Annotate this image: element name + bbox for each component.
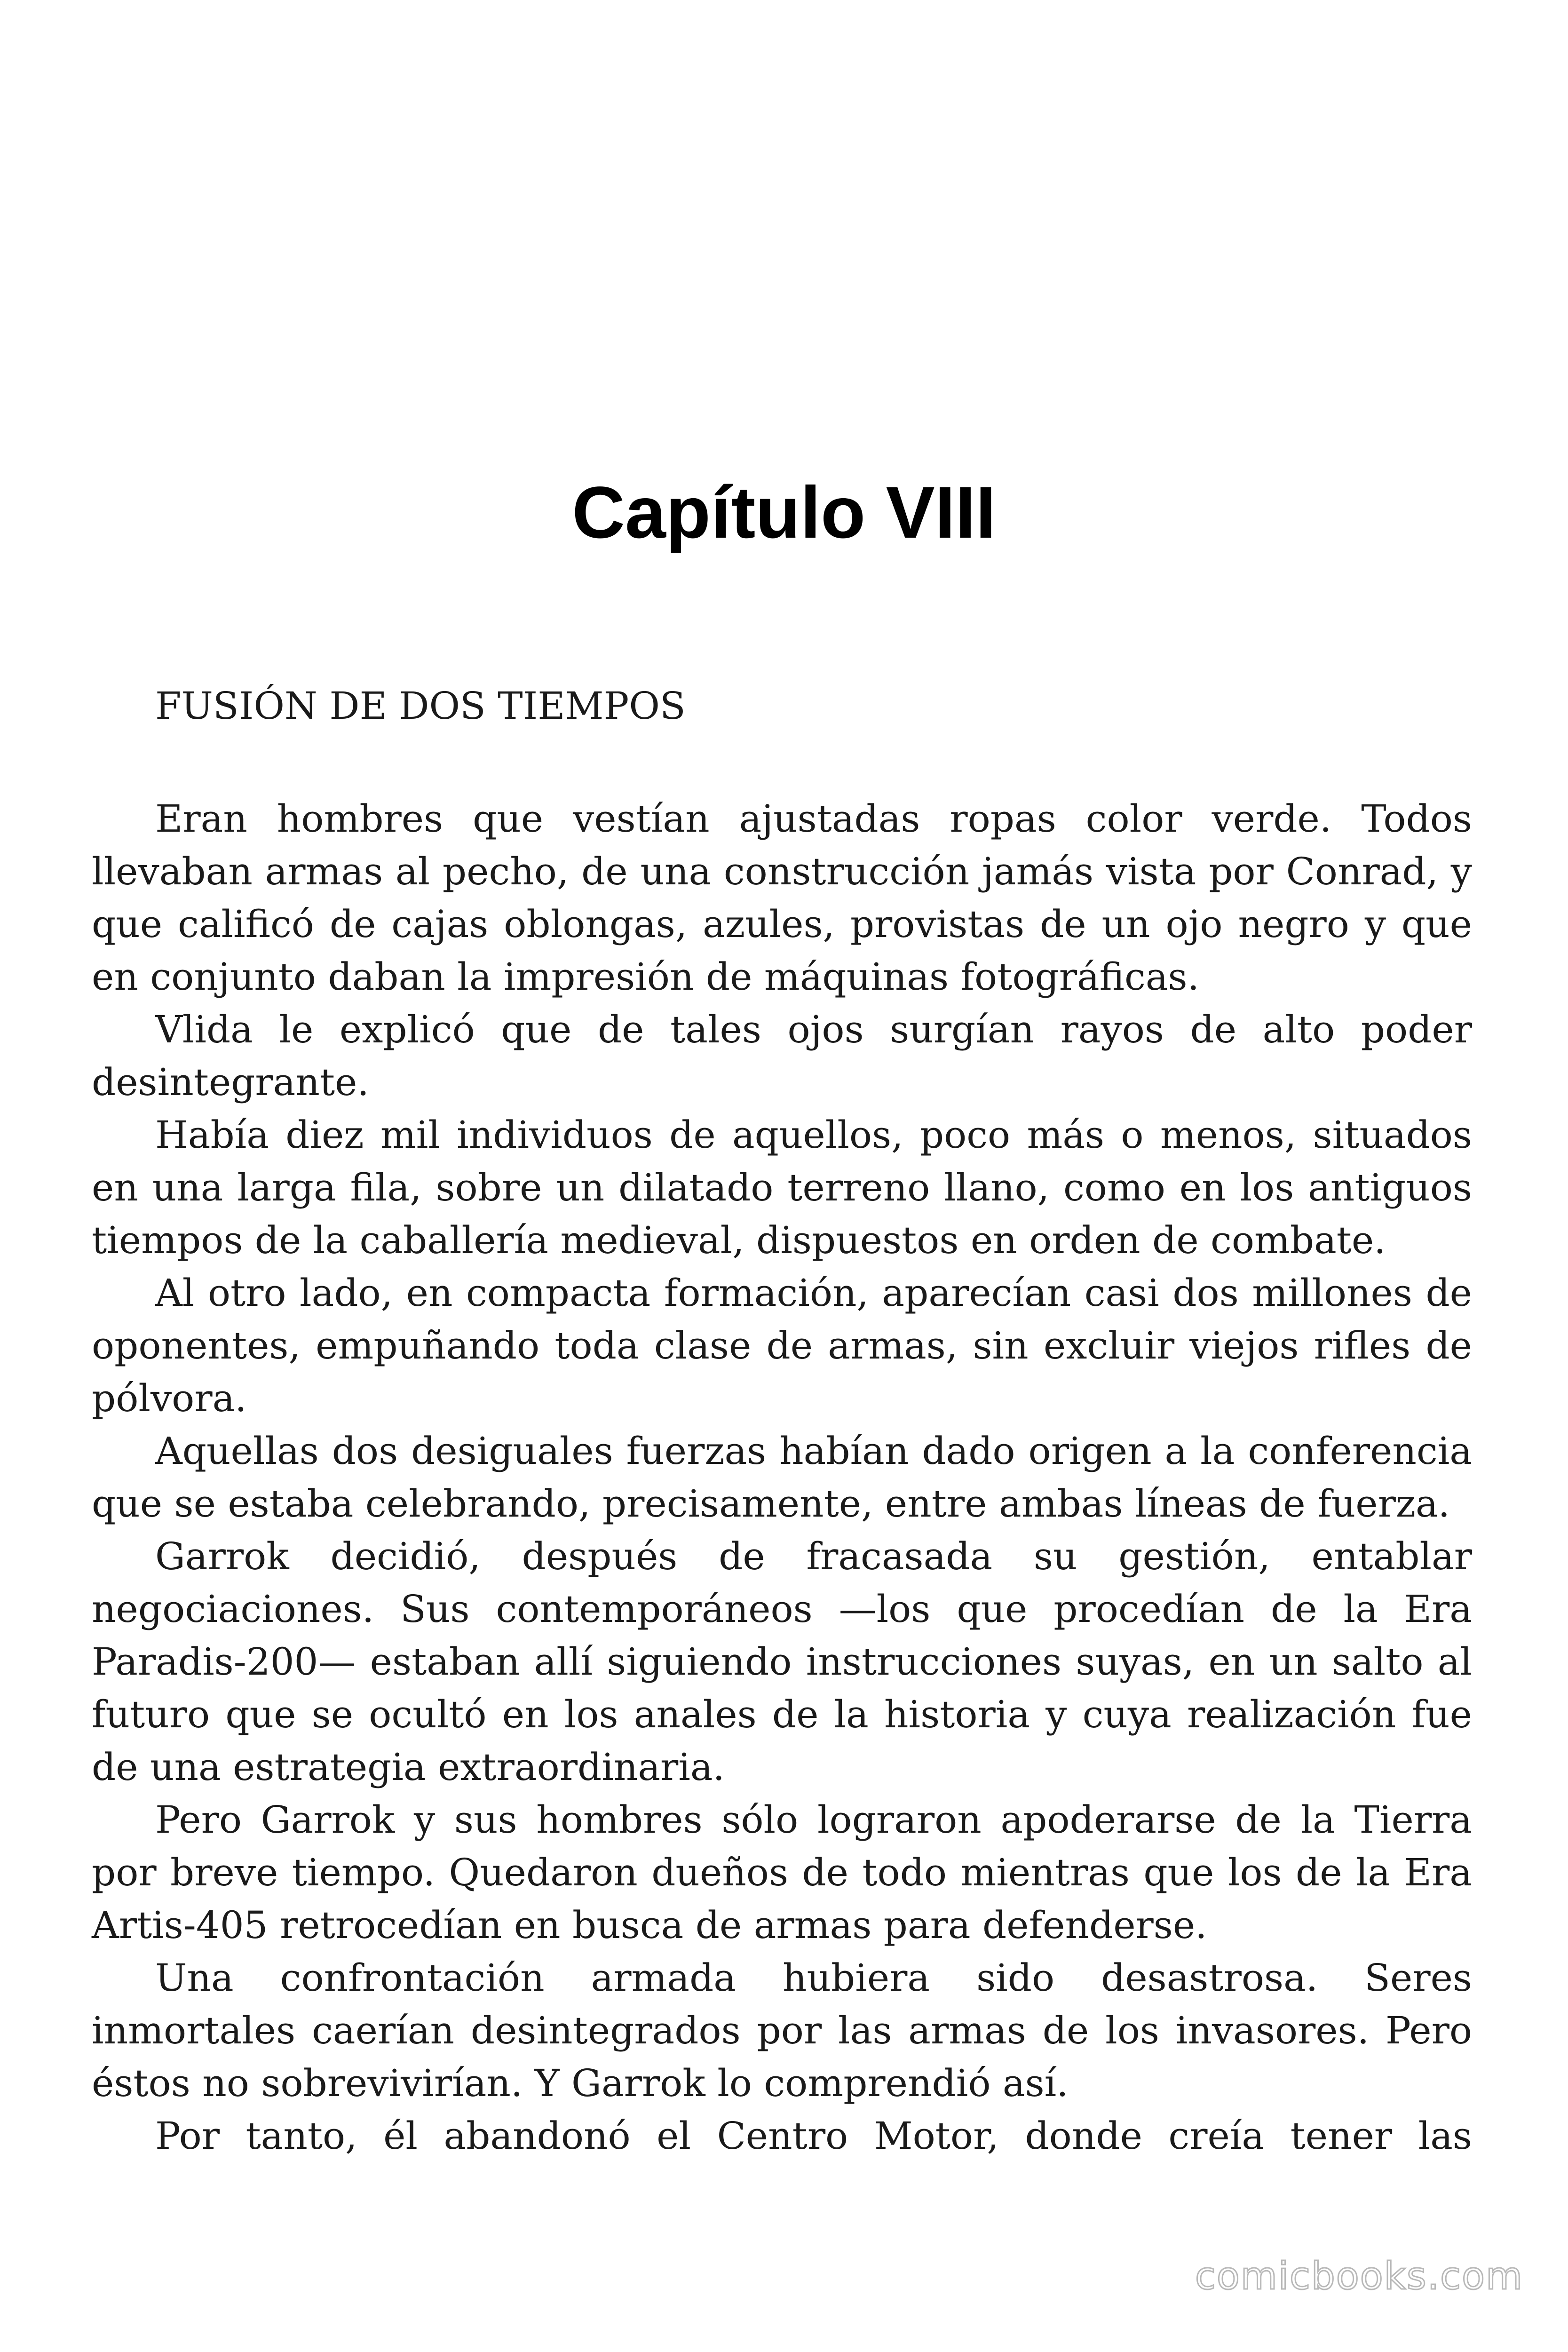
paragraph-continued: Por tanto, él abandonó el Centro Motor, donde creía tener las <box>155 2114 1472 2158</box>
paragraph: Aquellas dos desiguales fuerzas habían dado origen a la conferencia que se estaba celebrando, precisamente, entre ambas líneas de fuerza. <box>92 1429 1472 1526</box>
paragraph: Eran hombres que vestían ajustadas ropas color verde. Todos llevaban armas al pecho, de una construcción jamás vista por Conrad, y que calificó de cajas oblongas, azules, provistas de un ojo negro y que en conjunto daban la impresión de máquinas fotográficas. <box>92 797 1472 999</box>
paragraph: Al otro lado, en compacta formación, aparecían casi dos millones de oponentes, empuñando toda clase de armas, sin excluir viejos rifles de pólvora. <box>92 1271 1472 1420</box>
paragraph: Garrok decidió, después de fracasada su gestión, entablar negociaciones. Sus contemporáneos —los que procedían de la Era Paradis-200— estaban allí siguiendo instrucciones suyas, en un salto al futuro que se ocultó en los anales de la historia y cuya realización fue de una estrategia extraordinaria. <box>92 1534 1472 1789</box>
watermark: comicbooks.com <box>1195 2254 1523 2298</box>
page-body <box>92 680 1472 2162</box>
paragraph: Vlida le explicó que de tales ojos surgían rayos de alto poder desintegrante. <box>92 1008 1472 1104</box>
section-heading: FUSIÓN DE DOS TIEMPOS <box>155 684 686 728</box>
chapter-title: Capítulo VIII <box>572 472 996 554</box>
paragraph: Una confrontación armada hubiera sido desastrosa. Seres inmortales caerían desintegrados por las armas de los invasores. Pero éstos no sobrevivirían. Y Garrok lo comprendió así. <box>92 1956 1472 2105</box>
paragraph: Había diez mil individuos de aquellos, poco más o menos, situados en una larga fila, sobre un dilatado terreno llano, como en los antiguos tiempos de la caballería medieval, dispuestos en orden de combate. <box>92 1113 1472 1262</box>
paragraph: Pero Garrok y sus hombres sólo lograron apoderarse de la Tierra por breve tiempo. Quedaron dueños de todo mientras que los de la Era Artis-405 retrocedían en busca de armas para defenderse. <box>92 1798 1472 1947</box>
